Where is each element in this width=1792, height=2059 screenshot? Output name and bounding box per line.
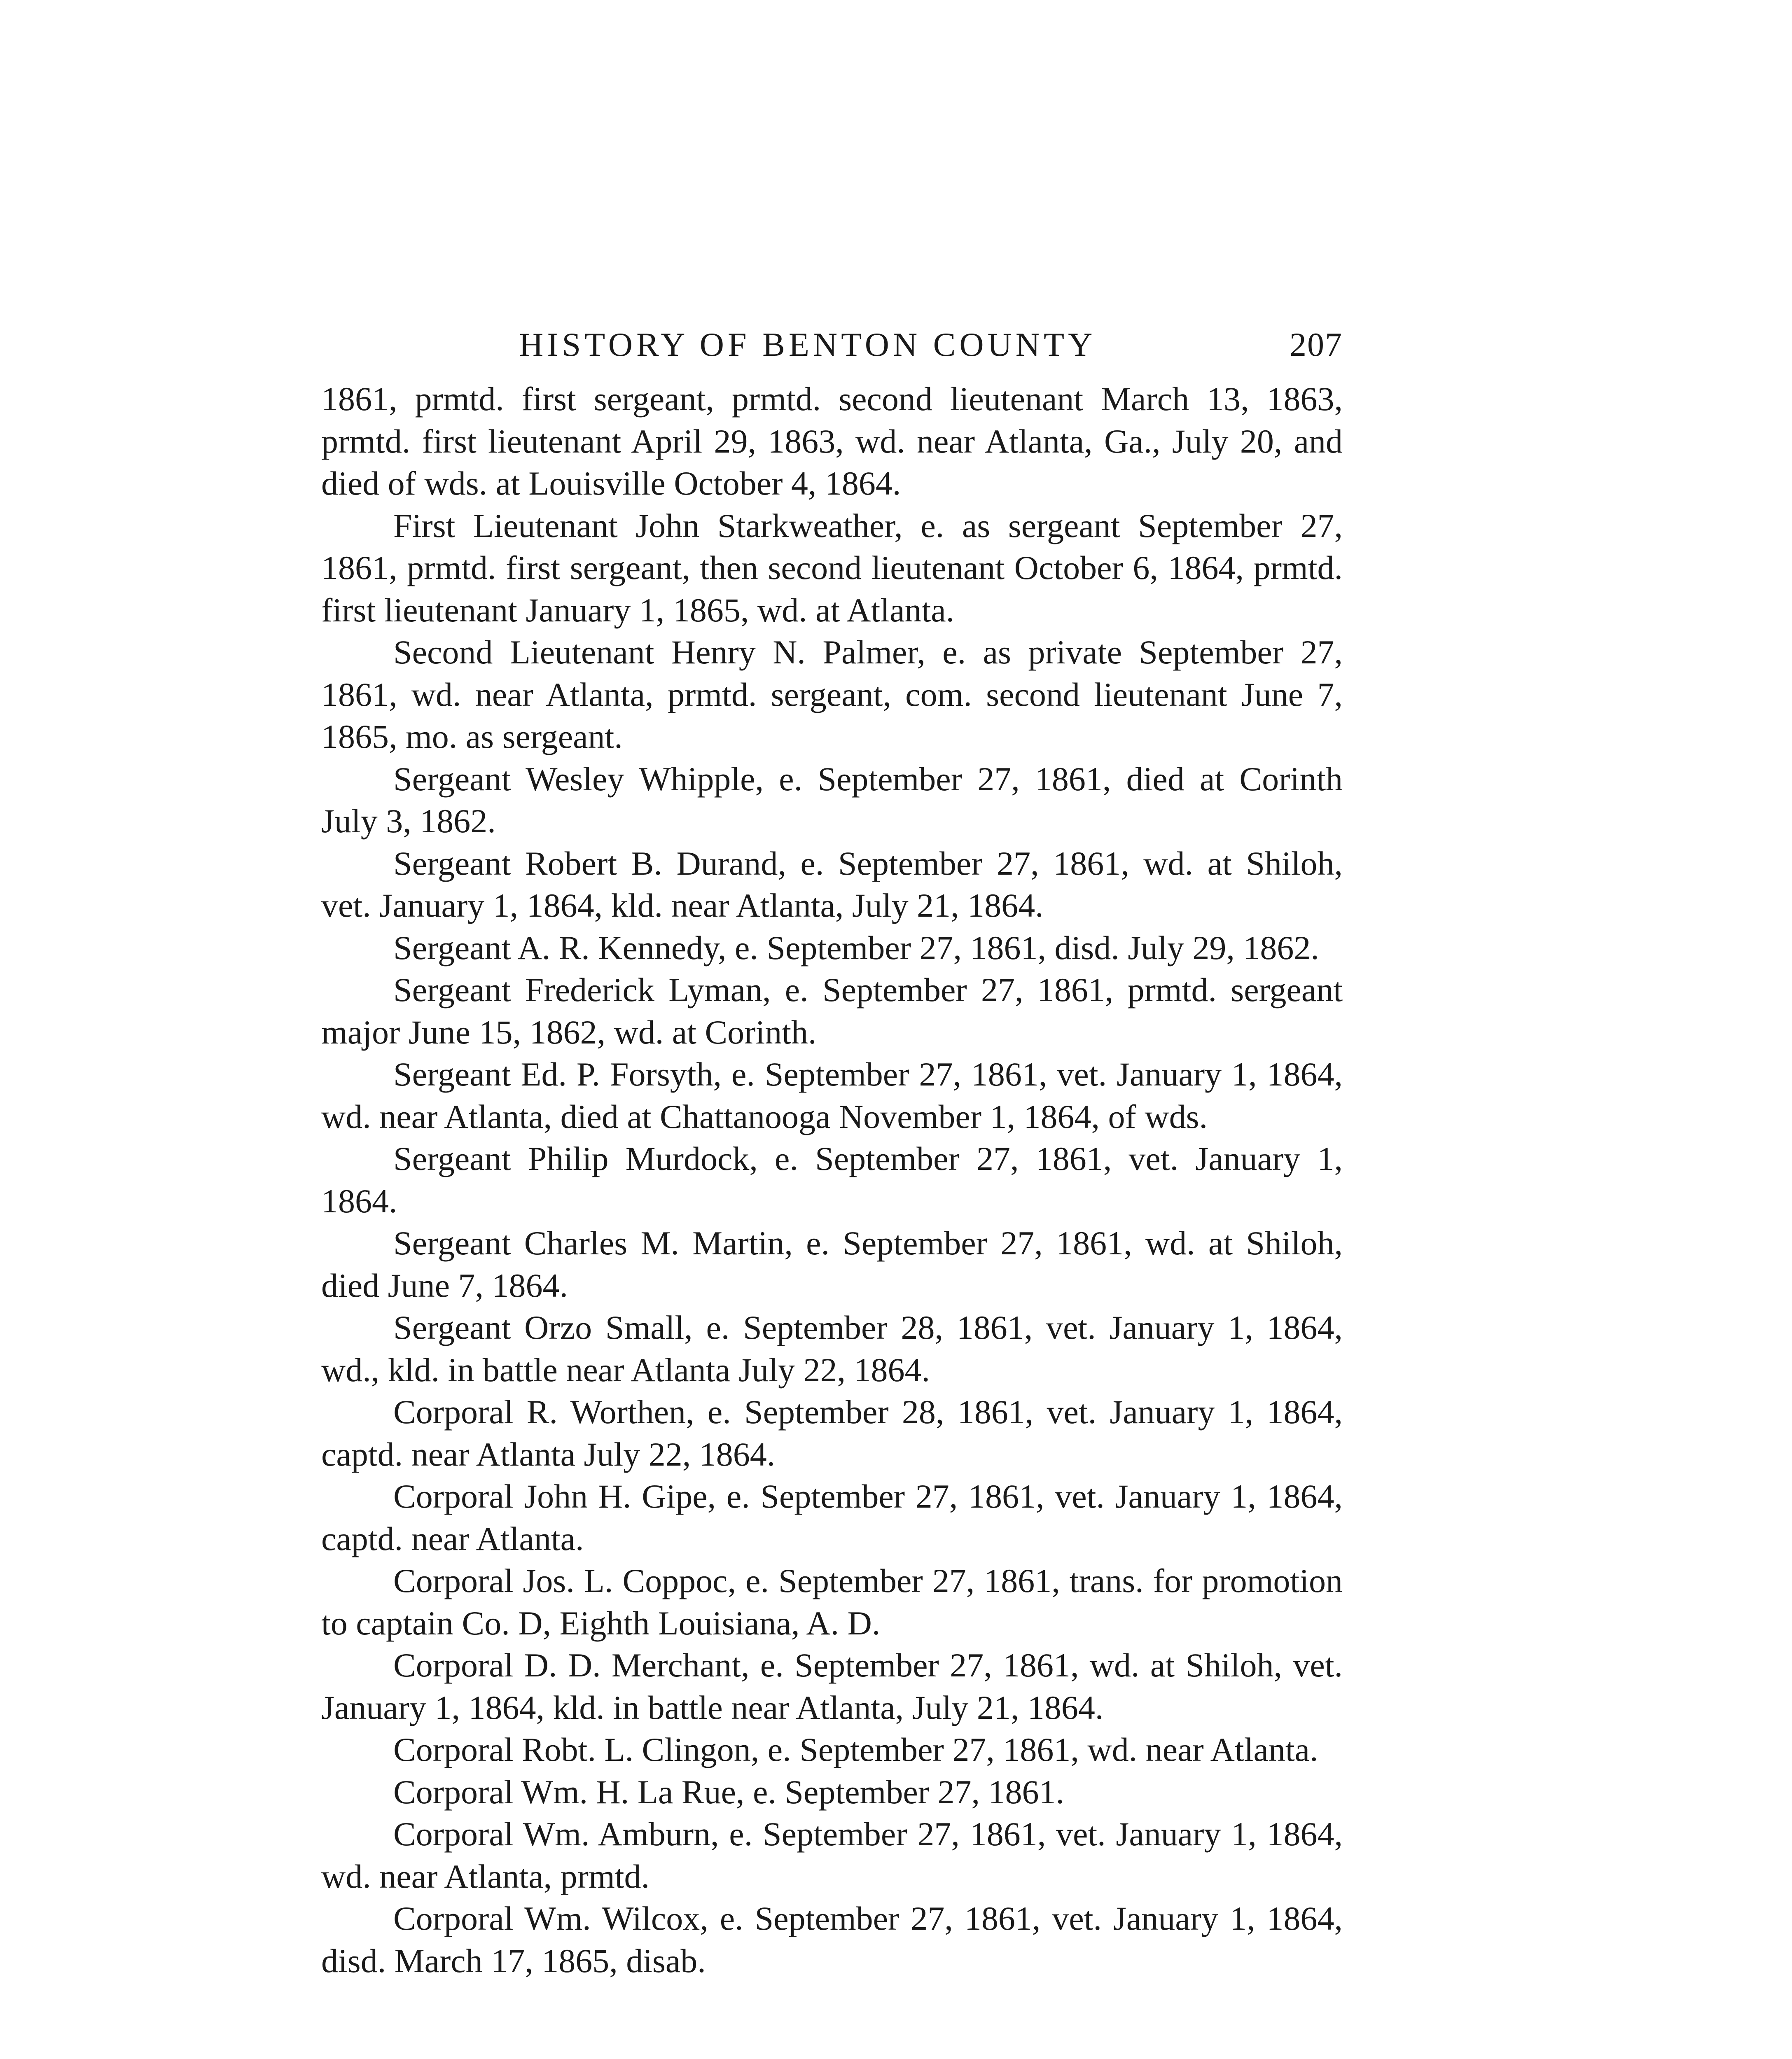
running-head-title: HISTORY OF BENTON COUNTY [519,326,1096,363]
roster-entry: Sergeant A. R. Kennedy, e. September 27, 1861, disd. July 29, 1862. [393,929,1319,966]
roster-entry: Corporal R. Worthen, e. September 28, 1861, vet. January 1, 1864, captd. near Atlanta July 22, 1864. [321,1393,1343,1473]
roster-entry: Sergeant Frederick Lyman, e. September 27, 1861, prmtd. sergeant major June 15, 1862, wd. at Corinth. [321,971,1343,1051]
roster-entry: Corporal Wm. Wilcox, e. September 27, 1861, vet. January 1, 1864, disd. March 17, 1865, disab. [321,1900,1343,1980]
roster-entry: Sergeant Charles M. Martin, e. September 27, 1861, wd. at Shiloh, died June 7, 1864. [321,1224,1343,1304]
roster-entry: Corporal Wm. Amburn, e. September 27, 1861, vet. January 1, 1864, wd. near Atlanta, prmtd. [321,1815,1343,1895]
roster-entry: Sergeant Ed. P. Forsyth, e. September 27, 1861, vet. January 1, 1864, wd. near Atlanta, died at Chattanooga November 1, 1864, of wds. [321,1055,1343,1135]
roster-entry: Second Lieutenant Henry N. Palmer, e. as private September 27, 1861, wd. near Atlanta, prmtd. sergeant, com. second lieutenant June 7, 1865, mo. as sergeant. [321,633,1343,755]
roster-entry: Corporal Robt. L. Clingon, e. September 27, 1861, wd. near Atlanta. [393,1731,1318,1768]
roster-entry: Sergeant Wesley Whipple, e. September 27, 1861, died at Corinth July 3, 1862. [321,760,1343,840]
roster-entry: Sergeant Philip Murdock, e. September 27, 1861, vet. January 1, 1864. [321,1140,1343,1220]
roster-entry: Corporal Jos. L. Coppoc, e. September 27, 1861, trans. for promotion to captain Co. D, Eighth Louisiana, A. D. [321,1562,1343,1642]
running-head [321,325,1343,371]
roster-entry: Sergeant Orzo Small, e. September 28, 1861, vet. January 1, 1864, wd., kld. in battle near Atlanta July 22, 1864. [321,1309,1343,1389]
page-number: 207 [1290,326,1343,363]
roster-entry: Sergeant Robert B. Durand, e. September 27, 1861, wd. at Shiloh, vet. January 1, 1864, kld. near Atlanta, July 21, 1864. [321,844,1343,924]
roster-entry: First Lieutenant John Starkweather, e. as sergeant September 27, 1861, prmtd. first sergeant, then second lieutenant October 6, 1864, prmtd. first lieutenant January 1, 1865, wd. at Atlanta. [321,507,1343,629]
roster-entry: Corporal D. D. Merchant, e. September 27, 1861, wd. at Shiloh, vet. January 1, 1864, kld. in battle near Atlanta, July 21, 1864. [321,1646,1343,1726]
body-text [321,378,1343,1982]
roster-entry: Corporal Wm. H. La Rue, e. September 27, 1861. [393,1773,1065,1811]
roster-entry: Corporal John H. Gipe, e. September 27, 1861, vet. January 1, 1864, captd. near Atlanta. [321,1478,1343,1557]
continued-paragraph: 1861, prmtd. first sergeant, prmtd. second lieutenant March 13, 1863, prmtd. first lieutenant April 29, 1863, wd. near Atlanta, Ga., July 20, and died of wds. at Louisville October 4, 1864. [321,380,1343,502]
